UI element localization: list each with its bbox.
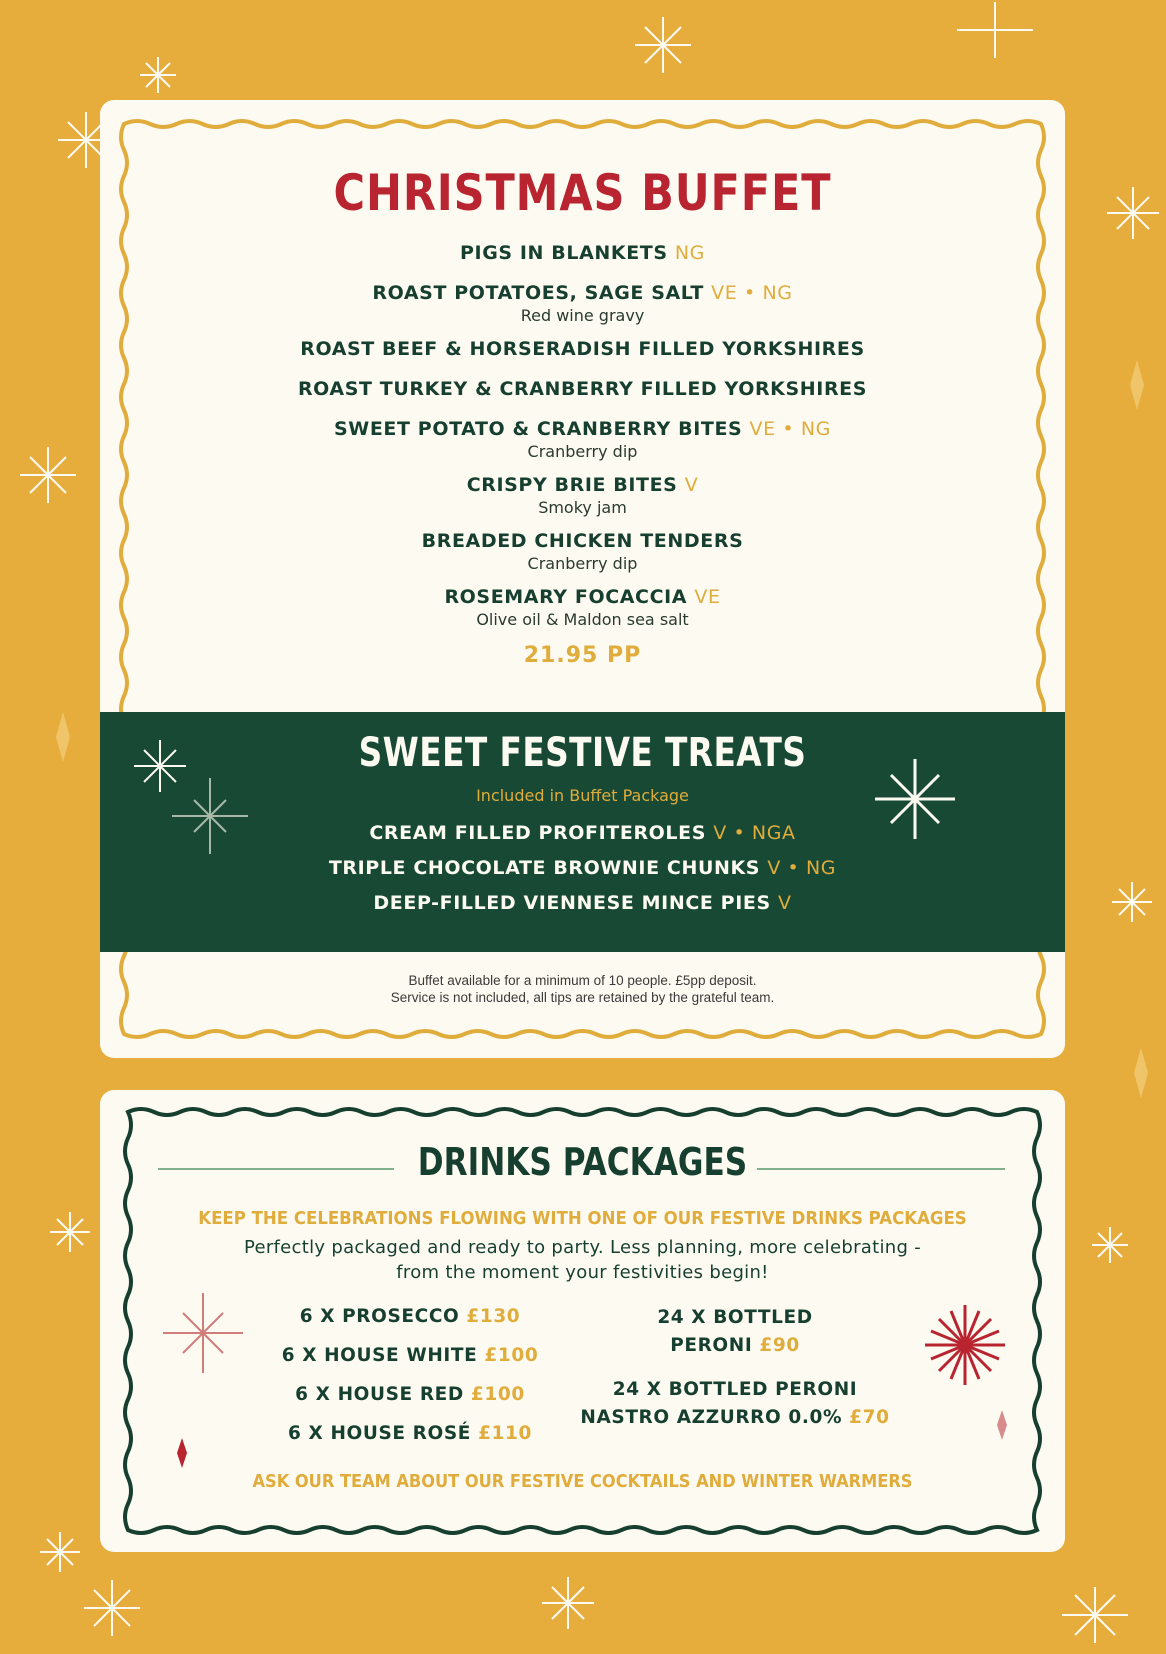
drink-name: 24 X BOTTLED PERONI xyxy=(612,1379,858,1400)
buffet-title: CHRISTMAS BUFFET xyxy=(333,164,832,222)
drink-price: £70 xyxy=(849,1407,890,1428)
menu-item-name: ROAST POTATOES, SAGE SALT xyxy=(372,282,704,304)
sparkle-icon xyxy=(1105,185,1161,241)
sparkle-icon xyxy=(82,1578,142,1638)
diet-tags: V • NGA xyxy=(713,822,796,844)
diet-tags: V xyxy=(777,892,792,914)
diet-tags: VE xyxy=(694,586,721,608)
buffet-card xyxy=(100,100,1065,1058)
drinks-footer-wrap xyxy=(100,1471,1065,1492)
diamond-icon xyxy=(1122,360,1152,410)
menu-item-name: ROAST BEEF & HORSERADISH FILLED YORKSHIRES xyxy=(300,338,865,360)
menu-item-note: Smoky jam xyxy=(538,498,627,517)
drink-price: £130 xyxy=(466,1306,521,1327)
drink-name: 6 X HOUSE ROSÉ xyxy=(288,1423,472,1444)
diamond-icon xyxy=(1126,1048,1156,1098)
intro-line: from the moment your festivities begin! xyxy=(396,1262,769,1283)
treats-title: SWEET FESTIVE TREATS xyxy=(358,730,807,776)
sparkle-icon xyxy=(160,1290,246,1376)
buffet-price: 21.95 PP xyxy=(523,643,642,668)
treats-subtitle: Included in Buffet Package xyxy=(476,786,689,805)
menu-item xyxy=(100,242,1065,264)
drink-package xyxy=(240,1384,580,1405)
diamond-icon xyxy=(48,712,78,762)
menu-item xyxy=(100,474,1065,517)
drink-name: 6 X HOUSE RED xyxy=(295,1384,464,1405)
diet-tags: V xyxy=(684,474,699,496)
sparkle-icon xyxy=(48,1210,92,1254)
drinks-intro xyxy=(100,1235,1065,1285)
sparkle-icon xyxy=(1110,880,1154,924)
drinks-title: DRINKS PACKAGES xyxy=(417,1140,748,1184)
footnote-line: Service is not included, all tips are retained by the grateful team. xyxy=(390,990,775,1005)
sparkle-icon xyxy=(1090,1225,1130,1265)
drink-price: £100 xyxy=(470,1384,525,1405)
treats-subtitle-wrap xyxy=(100,786,1065,805)
treat-item xyxy=(100,857,1065,879)
treat-name: CREAM FILLED PROFITEROLES xyxy=(369,822,706,844)
treat-name: TRIPLE CHOCOLATE BROWNIE CHUNKS xyxy=(328,857,761,879)
treats-band xyxy=(100,712,1065,952)
drinks-card xyxy=(100,1090,1065,1552)
drink-name: 6 X PROSECCO xyxy=(299,1306,460,1327)
treats-list xyxy=(100,822,1065,927)
sparkle-icon xyxy=(138,55,178,95)
intro-line: Perfectly packaged and ready to party. Less planning, more celebrating - xyxy=(243,1237,922,1258)
treats-title-wrap xyxy=(100,730,1065,776)
menu-item-note: Olive oil & Maldon sea salt xyxy=(476,610,689,629)
sparkle-icon xyxy=(922,1302,1008,1388)
drink-package xyxy=(240,1345,580,1366)
menu-item-name: PIGS IN BLANKETS xyxy=(460,242,668,264)
drinks-headline: KEEP THE CELEBRATIONS FLOWING WITH ONE OF OUR FESTIVE DRINKS PACKAGES xyxy=(198,1208,967,1229)
drink-price: £90 xyxy=(759,1335,800,1356)
menu-item-name: CRISPY BRIE BITES xyxy=(466,474,678,496)
diet-tags: NG xyxy=(674,242,705,264)
drinks-title-wrap xyxy=(100,1140,1065,1184)
sparkle-icon xyxy=(38,1530,82,1574)
treat-name: DEEP-FILLED VIENNESE MINCE PIES xyxy=(373,892,771,914)
drink-package xyxy=(590,1304,880,1360)
drink-name: PERONI xyxy=(670,1335,753,1356)
drink-name: 24 X BOTTLED xyxy=(657,1307,813,1328)
menu-item-name: ROSEMARY FOCACCIA xyxy=(444,586,688,608)
menu-item xyxy=(100,282,1065,325)
menu-item-name: SWEET POTATO & CRANBERRY BITES xyxy=(334,418,743,440)
drinks-footer: ASK OUR TEAM ABOUT OUR FESTIVE COCKTAILS AND WINTER WARMERS xyxy=(252,1471,913,1492)
drink-package xyxy=(240,1423,580,1444)
drink-price: £110 xyxy=(478,1423,532,1444)
menu-item xyxy=(100,418,1065,461)
menu-item xyxy=(100,378,1065,400)
drinks-headline-wrap xyxy=(100,1208,1065,1229)
menu-item-name: ROAST TURKEY & CRANBERRY FILLED YORKSHIRES xyxy=(297,378,868,400)
sparkle-icon xyxy=(540,1575,596,1631)
diet-tags: VE • NG xyxy=(749,418,831,440)
drink-package xyxy=(570,1376,900,1432)
diamond-icon xyxy=(992,1410,1012,1440)
sparkle-icon xyxy=(18,445,78,505)
treat-item xyxy=(100,892,1065,914)
menu-item xyxy=(100,586,1065,629)
drink-price: £100 xyxy=(484,1345,539,1366)
buffet-title-wrap xyxy=(100,164,1065,222)
menu-item-note: Cranberry dip xyxy=(527,554,638,573)
drink-package xyxy=(240,1306,580,1327)
diamond-icon xyxy=(172,1438,192,1468)
menu-item-note: Red wine gravy xyxy=(520,306,645,325)
menu-item-name: BREADED CHICKEN TENDERS xyxy=(421,530,744,552)
diet-tags: V • NG xyxy=(767,857,837,879)
sparkle-icon xyxy=(955,0,1035,60)
drink-name: 6 X HOUSE WHITE xyxy=(281,1345,478,1366)
treat-item xyxy=(100,822,1065,844)
sparkle-icon xyxy=(1060,1585,1130,1645)
menu-item xyxy=(100,338,1065,360)
diet-tags: VE • NG xyxy=(711,282,793,304)
sparkle-icon xyxy=(633,15,693,75)
buffet-list xyxy=(100,242,1065,668)
footnote-line: Buffet available for a minimum of 10 people. £5pp deposit. xyxy=(408,973,757,988)
drink-name: NASTRO AZZURRO 0.0% xyxy=(580,1407,843,1428)
buffet-footnote xyxy=(100,972,1065,1006)
menu-item xyxy=(100,530,1065,573)
menu-item-note: Cranberry dip xyxy=(527,442,638,461)
